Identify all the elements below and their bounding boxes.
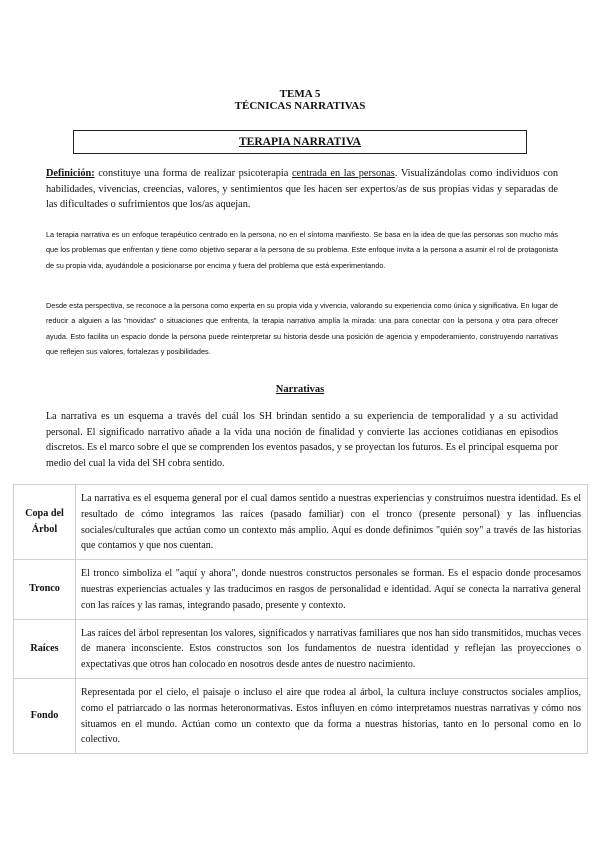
approach-paragraph: La terapia narrativa es un enfoque terapéutico centrado en la persona, no en el síntoma manifiesto. Se basa en la idea de que las personas son mucho más que los problemas que enfrentan y tiene como objetivo separar a la persona de su problema. Este enfoque invita a la persona a asumir el rol de protagonista de su propia vida, ayudándole a posicionarse por encima y fuera del problema que está experimentando. [46,230,558,270]
table-row [14,619,588,678]
definition-text-b: . Visualizándolas como individuos con habilidades, vivencias, creencias, valores, y sentimientos que les hacen ser expertos/as de sus propias vidas y separadas de las dificultades o sufrimientos que los/as aquejan. [46,168,559,210]
perspective-paragraph: Desde esta perspectiva, se reconoce a la persona como experta en su propia vida y vivencia, valorando su experiencia como única y significativa. En lugar de reducir a alguien a las "movidas" o situaciones que enfrenta, la terapia narrativa amplía la mirada: una para conectar con la persona y otra para ofrecer ayuda. Esto facilita un espacio donde la persona puede reinterpretar su historia desde una posición de agencia y empoderamiento, construyendo narrativas que reflejen sus valores, fortalezas y posibilidades. [46,301,558,356]
narrativas-paragraph: La narrativa es un esquema a través del cuál los SH brindan sentido a su experiencia de temporalidad y a su actividad personal. El significado narrativo añade a la vida una noción de finalidad y convierte las acciones cotidianas en episodios discretos. Es el marco sobre el que se comprenden los eventos pasados, y se proyectan los futuros. Es el principal esquema por medio del cual la vida del SH cobra sentido. [46,411,558,469]
row-label: Fondo [14,678,76,753]
row-description: Las raíces del árbol representan los valores, significados y narrativas familiares que nos han sido transmitidos, muchas veces de manera inconsciente. Estos constructos son los fundamentos de nuestra identidad y reflejan las proyecciones o expectativas que otros han colocado en nosotros desde antes de nuestro nacimiento. [76,619,588,678]
row-label: Copa del Árbol [14,485,76,560]
row-description: Representada por el cielo, el paisaje o incluso el aire que rodea al árbol, la cultura incluye constructos sociales amplios, como el patriarcado o las normas heteronormativas. Estos influyen en cómo interpretamos nuestras narrativas y cómo nos situamos en el mundo. Actúan como un contexto que da forma a nuestras historias, tanto en lo personal como en lo colectivo. [76,678,588,753]
definition-label: Definición: [46,168,95,179]
table-row [14,560,588,619]
definition-paragraph [46,166,558,213]
tree-metaphor-table [13,484,588,754]
row-label: Tronco [14,560,76,619]
section-title: TERAPIA NARRATIVA [239,136,361,148]
table-row [14,485,588,560]
section-title-box [73,130,527,154]
tema-number: TEMA 5 [279,88,321,100]
narrativas-heading: Narrativas [275,384,325,395]
definition-underlined: centrada en las personas [291,168,395,179]
row-label: Raíces [14,619,76,678]
table-row [14,678,588,753]
tema-title: TÉCNICAS NARRATIVAS [234,100,366,112]
row-description: El tronco simboliza el "aquí y ahora", donde nuestros constructos personales se forman. Es el espacio donde procesamos nuestras experiencias actuales y las traducimos en rasgos de personalidad e identidad. Aquí se conecta la narrativa general con las raíces y las ramas, integrando pasado, presente y contexto. [76,560,588,619]
row-description: La narrativa es el esquema general por el cual damos sentido a nuestras experiencias y construimos nuestra identidad. Es el resultado de cómo integramos las raíces (pasado familiar) con el tronco (presente personal) y las influencias sociales/culturales que actúan como un contexto más amplio. Aquí es donde definimos "quién soy" a través de las historias que contamos y que nos cuentan. [76,485,588,560]
document-title [0,88,600,112]
definition-text-a: constituye una forma de realizar psicoterapia [94,168,292,179]
